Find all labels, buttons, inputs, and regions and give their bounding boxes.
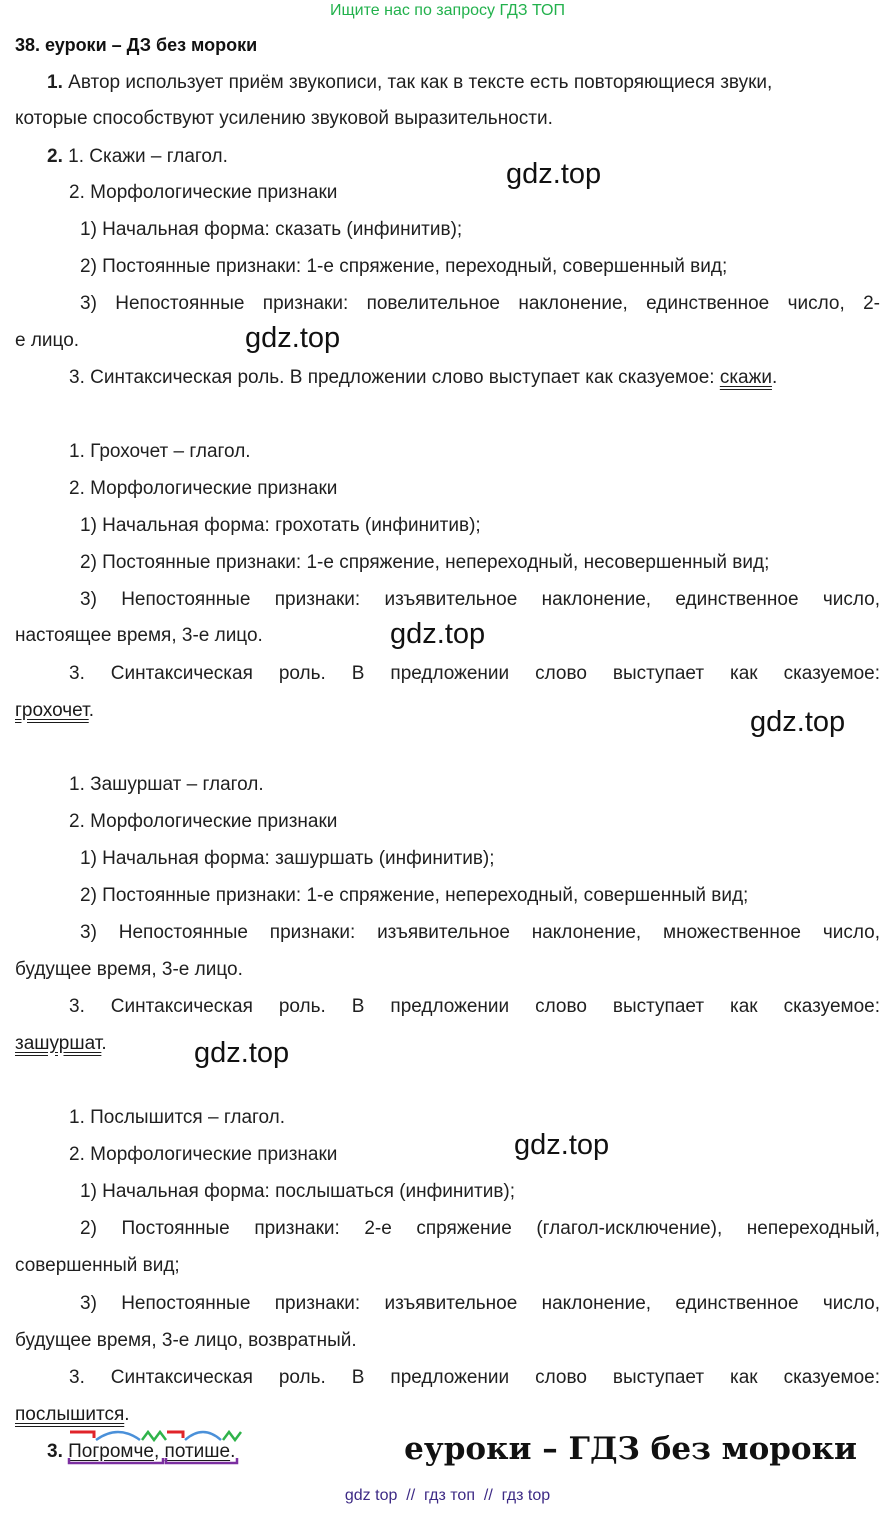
w1-morph-heading: 2. Морфологические признаки — [69, 182, 338, 203]
w2-constant-features: 2) Постоянные признаки: 1-е спряжение, непереходный, несовершенный вид; — [80, 552, 770, 573]
task3-word-1: Погромче — [68, 1441, 154, 1462]
morph-word-2 — [165, 1440, 231, 1464]
watermark-5: gdz.top — [194, 1037, 290, 1069]
root-arc-2 — [185, 1432, 221, 1440]
watermark-6: gdz.top — [514, 1129, 610, 1161]
w3-predicate-line — [15, 1032, 107, 1056]
w1-variable-features: 3) Непостоянные признаки: повелительное наклонение, единственное число, 2- — [80, 293, 880, 314]
w1-syntax-role — [69, 366, 777, 390]
watermark-4: gdz.top — [750, 706, 846, 738]
w4-constant-features: 2) Постоянные признаки: 2-е спряжение (глагол-исключение), непереходный, — [80, 1218, 880, 1239]
w1-predicate: скажи — [719, 367, 772, 388]
morph-word-1 — [68, 1440, 154, 1464]
w2-syntax-role: 3. Синтаксическая роль. В предложении слово выступает как сказуемое: — [69, 663, 880, 684]
w4-period: . — [124, 1404, 130, 1425]
w3-period: . — [101, 1033, 107, 1054]
w4-morph-heading: 2. Морфологические признаки — [69, 1144, 338, 1165]
top-banner[interactable]: Ищите нас по запросу ГДЗ ТОП — [330, 2, 565, 19]
task3-word-2: потише — [164, 1441, 231, 1462]
w2-morph-heading: 2. Морфологические признаки — [69, 478, 338, 499]
w3-morph-heading: 2. Морфологические признаки — [69, 811, 338, 832]
watermark-1: gdz.top — [506, 158, 602, 190]
task3-line — [47, 1440, 235, 1464]
base-bracket — [69, 1458, 163, 1463]
w2-predicate: грохочет — [15, 700, 89, 721]
prefix-mark — [70, 1432, 94, 1438]
w3-variable-features: 3) Непостоянные признаки: изъявительное наклонение, множественное число, — [80, 922, 880, 943]
root-arc — [96, 1432, 140, 1440]
morpheme-marks-1 — [68, 1430, 168, 1464]
w2-heading: 1. Грохочет – глагол. — [69, 441, 251, 462]
w1-variable-features-cont: е лицо. — [15, 330, 80, 351]
w1-constant-features: 2) Постоянные признаки: 1-е спряжение, переходный, совершенный вид; — [80, 256, 728, 277]
w2-variable-features: 3) Непостоянные признаки: изъявительное наклонение, единственное число, — [80, 589, 880, 610]
w4-variable-features-cont: будущее время, 3-е лицо, возвратный. — [15, 1330, 357, 1351]
w3-constant-features: 2) Постоянные признаки: 1-е спряжение, непереходный, совершенный вид; — [80, 885, 749, 906]
w2-predicate-line — [15, 699, 94, 723]
w1-initial-form: 1) Начальная форма: сказать (инфинитив); — [80, 219, 463, 240]
w1-syntax-text: 3. Синтаксическая роль. В предложении слово выступает как сказуемое: — [69, 367, 715, 388]
task2-w1-line1 — [47, 145, 228, 169]
base-bracket-2 — [166, 1458, 237, 1463]
morpheme-marks-2 — [165, 1430, 245, 1464]
w1-heading: 1. Скажи – глагол. — [68, 146, 228, 167]
w3-heading: 1. Зашуршат – глагол. — [69, 774, 264, 795]
footer-links[interactable]: gdz top // гдз топ // гдз top — [344, 1487, 551, 1504]
task1-text-1: Автор использует приём звукописи, так как в тексте есть повторяющиеся звуки, — [68, 72, 773, 93]
prefix-mark-2 — [167, 1432, 183, 1438]
watermark-3: gdz.top — [390, 618, 486, 650]
w4-variable-features: 3) Непостоянные признаки: изъявительное наклонение, единственное число, — [80, 1293, 880, 1314]
ending-mark — [142, 1432, 166, 1440]
w2-period: . — [88, 700, 94, 721]
w3-initial-form: 1) Начальная форма: зашуршать (инфинитив); — [80, 848, 495, 869]
w4-syntax-role: 3. Синтаксическая роль. В предложении слово выступает как сказуемое: — [69, 1367, 880, 1388]
w2-initial-form: 1) Начальная форма: грохотать (инфинитив); — [80, 515, 481, 536]
w3-syntax-role: 3. Синтаксическая роль. В предложении слово выступает как сказуемое: — [69, 996, 880, 1017]
w4-predicate: послышится — [15, 1404, 125, 1425]
page-title: 38. еуроки – ДЗ без мороки — [15, 35, 258, 55]
task2-number: 2. — [47, 146, 63, 167]
task3-period: . — [230, 1441, 236, 1462]
w4-initial-form: 1) Начальная форма: послышаться (инфинитив); — [80, 1181, 516, 1202]
w3-variable-features-cont: будущее время, 3-е лицо. — [15, 959, 243, 980]
w3-predicate: зашуршат — [15, 1033, 102, 1054]
task1-line2: которые способствуют усилению звуковой выразительности. — [15, 108, 553, 129]
w1-period: . — [771, 367, 778, 388]
brand-logo-text: еуроки – ГДЗ без мороки — [404, 1431, 857, 1467]
task3-number: 3. — [47, 1441, 63, 1462]
w4-constant-features-cont: совершенный вид; — [15, 1255, 180, 1276]
watermark-2: gdz.top — [245, 322, 341, 354]
ending-mark-2 — [223, 1432, 241, 1440]
task3-comma: , — [153, 1441, 160, 1462]
w4-heading: 1. Послышится – глагол. — [69, 1107, 286, 1128]
task1-number: 1. — [47, 72, 63, 93]
task1-line1 — [47, 71, 772, 95]
w2-variable-features-cont: настоящее время, 3-е лицо. — [15, 625, 263, 646]
w4-predicate-line — [15, 1403, 130, 1427]
